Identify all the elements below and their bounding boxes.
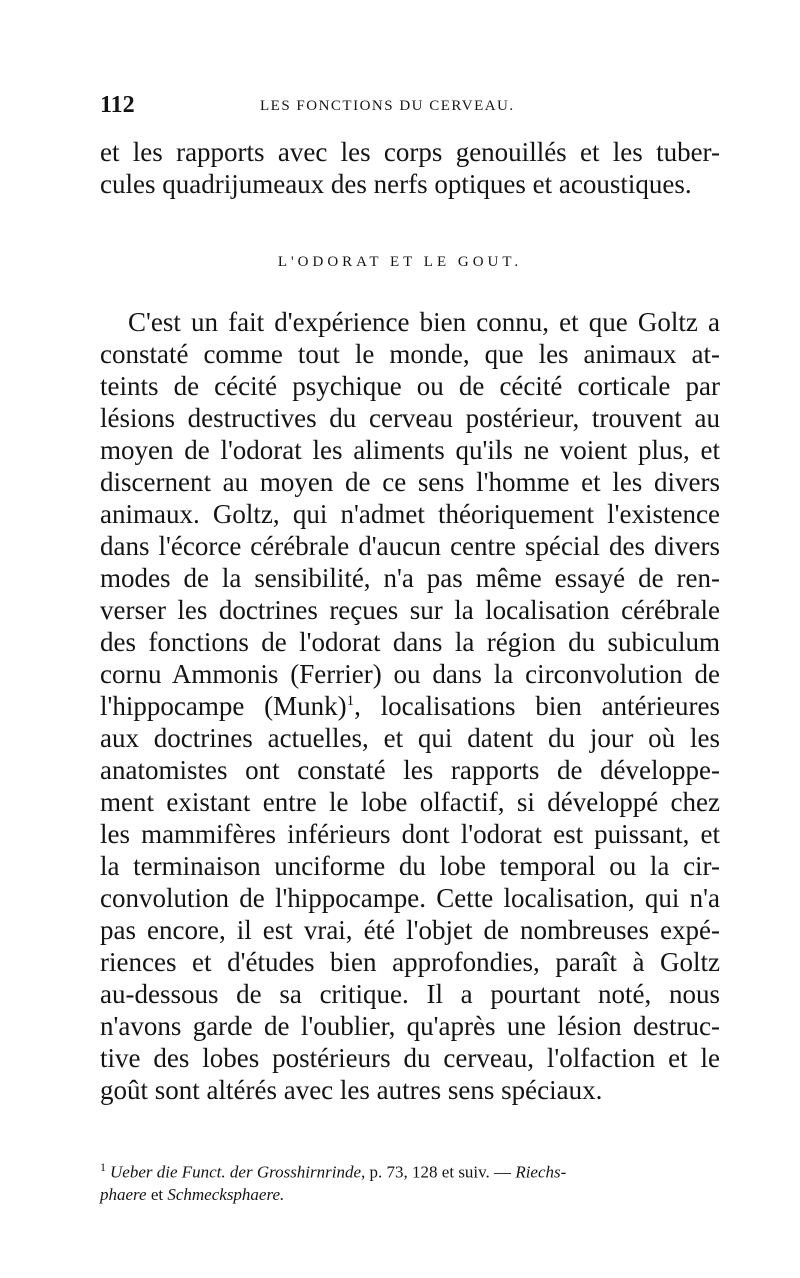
footnote-reference: 1 — [346, 693, 355, 709]
text-line: riences et d'études bien approfondies, paraît à Goltz — [100, 947, 720, 977]
footnote-mark: 1 — [100, 1160, 106, 1174]
text-segment: , localisations bien antérieures — [354, 691, 721, 721]
text-line: verser les doctrines reçues sur la localisation cérébrale — [100, 595, 720, 625]
footnote-term: phaere — [100, 1184, 147, 1204]
text-line-with-footnote-ref — [100, 690, 720, 722]
footnote-line — [100, 1184, 720, 1206]
text-line: modes de la sensibilité, n'a pas même essayé de ren- — [100, 563, 720, 593]
text-line: animaux. Goltz, qui n'admet théoriquement l'existence — [100, 499, 720, 529]
text-line: teints de cécité psychique ou de cécité corticale par — [100, 371, 720, 401]
running-head — [100, 92, 700, 122]
main-paragraph — [100, 306, 720, 1106]
text-line: anatomistes ont constaté les rapports de développe- — [100, 755, 720, 785]
text-line: et les rapports avec les corps genouillés et les tuber- — [100, 137, 720, 167]
footnote-text: p. 73, 128 et suiv. — — [365, 1162, 516, 1182]
text-line: dans l'écorce cérébrale d'aucun centre spécial des divers — [100, 531, 720, 561]
footnote-term: Riechs- — [515, 1162, 567, 1182]
footnote-line — [100, 1156, 720, 1184]
footnote-text: et — [146, 1184, 168, 1204]
text-line: convolution de l'hippocampe. Cette localisation, qui n'a — [100, 883, 720, 913]
text-line: goût sont altérés avec les autres sens spéciaux. — [100, 1075, 603, 1105]
running-title: LES FONCTIONS DU CERVEAU. — [260, 98, 515, 114]
text-line: C'est un fait d'expérience bien connu, et que Goltz a — [128, 307, 720, 337]
page-number: 112 — [100, 92, 135, 118]
text-line: lésions destructives du cerveau postérieur, trouvent au — [100, 403, 720, 433]
text-line: des fonctions de l'odorat dans la région du subiculum — [100, 627, 720, 657]
text-line: discernent au moyen de ce sens l'homme et les divers — [100, 467, 720, 497]
text-line: aux doctrines actuelles, et qui datent du jour où les — [100, 723, 720, 753]
text-line: ment existant entre le lobe olfactif, si développé chez — [100, 787, 720, 817]
text-line: constaté comme tout le monde, que les animaux at- — [100, 339, 720, 369]
text-line: au-dessous de sa critique. Il a pourtant noté, nous — [100, 979, 720, 1009]
footnote-title: Ueber die Funct. der Grosshirnrinde, — [110, 1162, 366, 1182]
text-line: cornu Ammonis (Ferrier) ou dans la circonvolution de — [100, 659, 720, 689]
section-heading: L'ODORAT ET LE GOUT. — [277, 254, 523, 270]
text-segment: l'hippocampe (Munk) — [100, 691, 347, 721]
text-line: cules quadrijumeaux des nerfs optiques et acoustiques. — [100, 169, 692, 199]
footnote-term: Schmecksphaere. — [167, 1184, 285, 1204]
text-line: n'avons garde de l'oublier, qu'après une lésion destruc- — [100, 1011, 720, 1041]
text-line: tive des lobes postérieurs du cerveau, l'olfaction et le — [100, 1043, 720, 1073]
text-line: pas encore, il est vrai, été l'objet de nombreuses expé- — [100, 915, 720, 945]
continued-paragraph — [100, 136, 720, 200]
text-line: les mammifères inférieurs dont l'odorat est puissant, et — [100, 819, 720, 849]
text-line: moyen de l'odorat les aliments qu'ils ne voient plus, et — [100, 435, 720, 465]
footnote — [100, 1156, 720, 1206]
text-line: la terminaison unciforme du lobe temporal ou la cir- — [100, 851, 720, 881]
